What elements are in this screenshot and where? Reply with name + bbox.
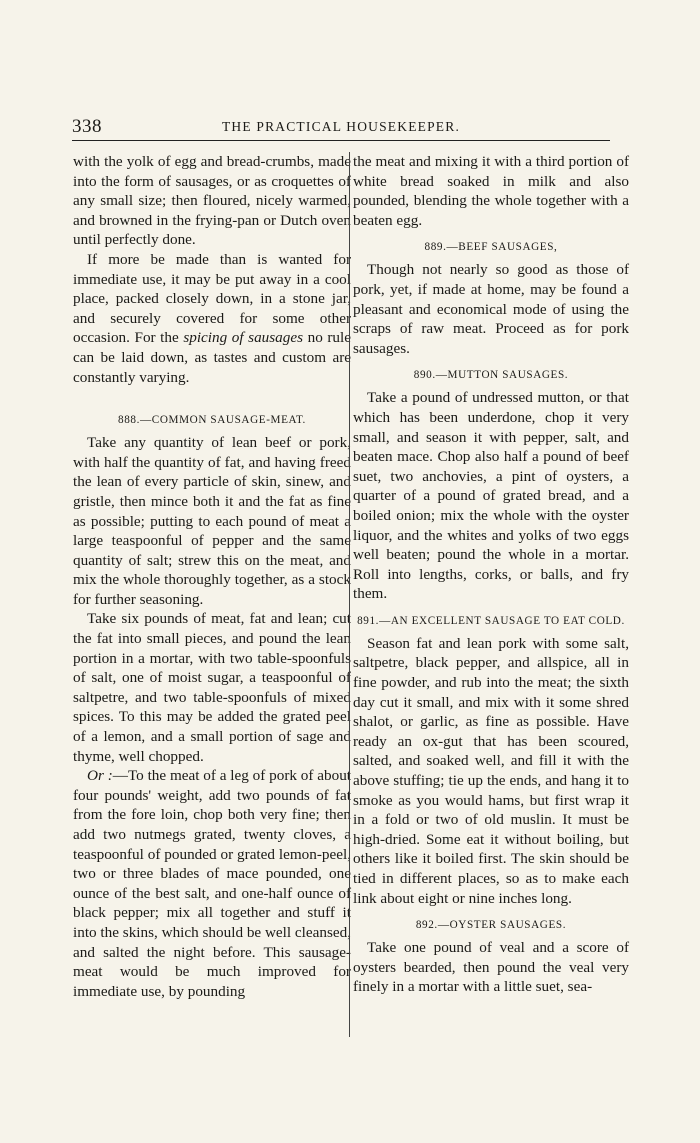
paragraph-text: If more be made than is wanted for immediate use, it may be put away in a cool place, packed closely down, in a stone jar, and securely covered for some other occasion. For the [73,250,351,347]
paragraph-continued: with the yolk of egg and bread-crumbs, made into the form of sausages, or as croquettes of any small size; then floured, nicely warmed, and browned in the frying-pan or Dutch oven until perfectly done. [73,153,351,249]
recipe-paragraph: Season fat and lean pork with some salt, saltpetre, black pepper, and allspice, all in fine powder, and rub into the meat; the sixth day cut it small, and mix with it some shred shalot, or garlic, as fine as possible. Have ready an ox-gut that has been scoured, salted, and soaked well, and fill it with the above stuffing; tie up the ends, and hang it to smoke as you would hams, but first wrap it in a fold or two of old muslin. It must be high-dried. Some eat it without boiling, but others like it boiled first. The skin should be tied in different places, so as to make each link about eight or nine inches long. [353,634,629,907]
recipe-paragraph: Though not nearly so good as those of pork, yet, if made at home, may be found a pleasant and economical mode of using the scraps of raw meat. Proceed as for pork sausages. [353,261,629,357]
recipe-heading-890: 890.—MUTTON SAUSAGES. [413,369,569,382]
recipe-heading-892: 892.—OYSTER SAUSAGES. [415,919,567,932]
column-divider [349,152,350,1037]
recipe-heading-889: 889.—BEEF SAUSAGES, [424,241,558,254]
paragraph-text: no rule can be laid down, as tastes and custom are constantly varying. [73,329,351,386]
paragraph-text: —To the meat of a leg of pork of about four pounds' weight, add two pounds of fat from the fore loin, chop both very fine; then add two nutmegs grated, twenty cloves, a teaspoonful of pounded or grated lemon-peel, two or three blades of mace pounded, one ounce of the best salt, and one-half ounce of black pepper; mix all together and stuff it into the skins, which should be well cleansed, and salted the night before. This sausage-meat would be much improved for immediate use, by pounding [73,767,352,1000]
emphasis-text: spicing of sausages [183,329,304,347]
recipe-paragraph: Take any quantity of lean beef or pork, with half the quantity of fat, and having freed the lean of every particle of skin, sinew, and gristle, then mince both it and the fat as fine as possible; putting to each pound of meat a large teaspoonful of pepper and the same quantity of salt; strew this on the meat, and mix the whole thoroughly together, as a stock for further seasoning. [73,434,351,608]
recipe-paragraph [73,766,351,1001]
recipe-paragraph: Take six pounds of meat, fat and lean; cut the fat into small pieces, and pound the lean portion in a mortar, with two table-spoonfuls of salt, one of moist sugar, a teaspoonful of saltpetre, and two table-spoonfuls of mixed spices. To this may be added the grated peel of a lemon, and a small portion of sage and thyme, well chopped. [73,610,351,765]
recipe-paragraph: Take a pound of undressed mutton, or that which has been underdone, chop it very small, and season it with pepper, salt, and beaten mace. Chop also half a pound of beef suet, two anchovies, a pint of oysters, a quarter of a pound of grated bread, and a boiled onion; mix the whole with the oyster liquor, and the whites and yolks of two eggs well beaten; pound the whole in a mortar. Roll into lengths, corks, or balls, and fry them. [353,389,629,603]
right-column [353,152,629,997]
recipe-heading-891: 891.—AN EXCELLENT SAUSAGE TO EAT COLD. [357,614,625,627]
recipe-heading-888: 888.—COMMON SAUSAGE-MEAT. [118,414,306,427]
left-column [73,152,351,1001]
paragraph-storage [73,250,351,387]
emphasis-text: Or : [87,767,113,785]
page-header [72,110,610,141]
page-number: 338 [72,116,102,137]
paragraph-continued: the meat and mixing it with a third portion of white bread soaked in milk and also pounded, blending the whole together with a beaten egg. [353,153,629,229]
running-title: THE PRACTICAL HOUSEKEEPER. [221,119,461,134]
recipe-paragraph: Take one pound of veal and a score of oysters bearded, then pound the veal very finely in a mortar with a little suet, sea- [353,939,629,996]
